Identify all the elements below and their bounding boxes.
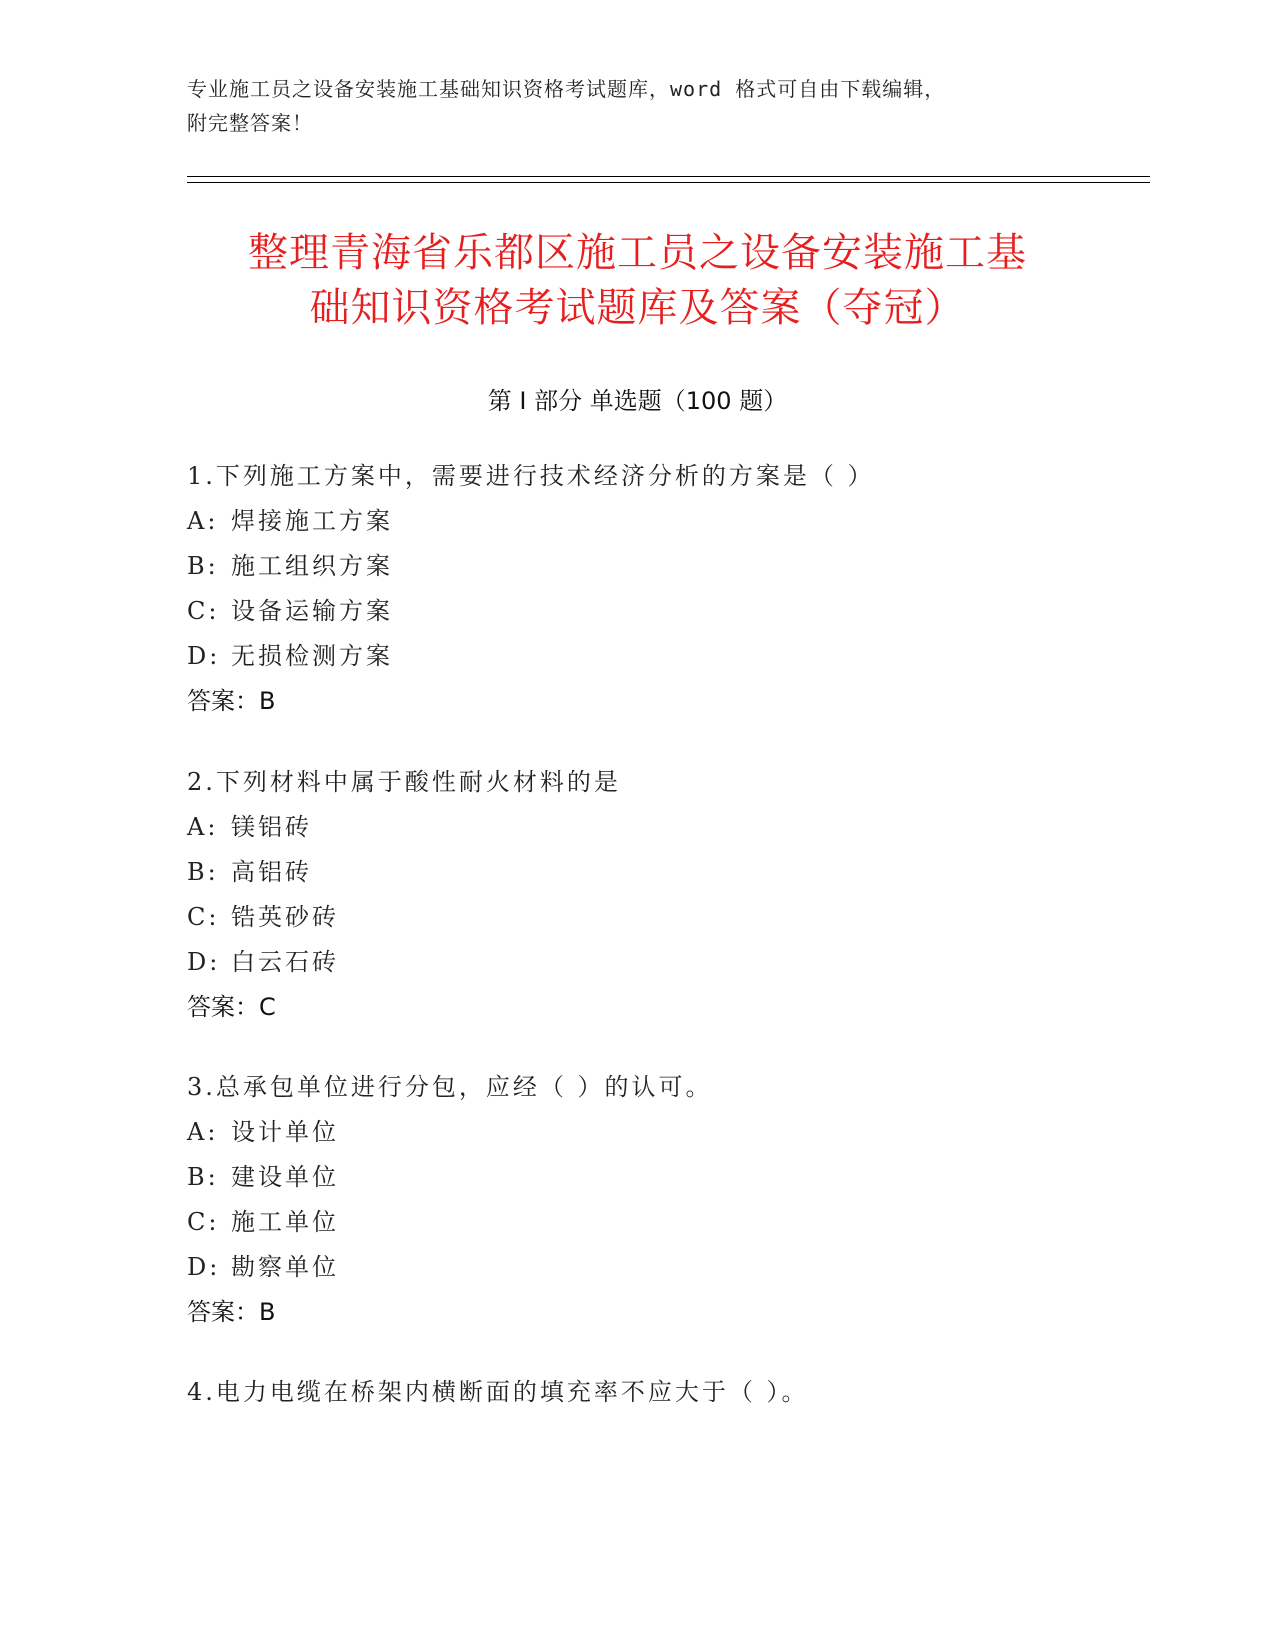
option-text: 锆英砂砖 (231, 903, 339, 931)
option-c (187, 895, 1147, 940)
option-b (187, 544, 1147, 589)
question-4 (187, 1370, 1147, 1415)
header-divider-thick (187, 176, 1150, 177)
option-letter: C: (187, 1208, 220, 1236)
header-note-line-1: 专业施工员之设备安装施工基础知识资格考试题库，word 格式可自由下载编辑， (187, 77, 946, 101)
option-d (187, 634, 1147, 679)
header-note-line-2: 附完整答案！ (187, 111, 313, 135)
option-text: 建设单位 (231, 1163, 339, 1191)
option-letter: A: (187, 507, 219, 535)
question-3 (187, 1065, 1147, 1335)
option-letter: A: (187, 1118, 219, 1146)
option-c (187, 1200, 1147, 1245)
option-text: 焊接施工方案 (231, 507, 393, 535)
question-stem: 2.下列材料中属于酸性耐火材料的是 (187, 768, 621, 796)
option-text: 施工组织方案 (231, 552, 393, 580)
option-d (187, 940, 1147, 985)
option-letter: D: (187, 642, 221, 670)
question-2 (187, 760, 1147, 1030)
option-a (187, 499, 1147, 544)
option-text: 白云石砖 (231, 948, 339, 976)
option-text: 镁铝砖 (231, 813, 312, 841)
header-divider-thin (187, 182, 1150, 183)
option-a (187, 1110, 1147, 1155)
answer-line: 答案：B (187, 1298, 276, 1326)
option-a (187, 805, 1147, 850)
option-d (187, 1245, 1147, 1290)
option-text: 设备运输方案 (231, 597, 393, 625)
option-c (187, 589, 1147, 634)
option-letter: B: (187, 1163, 219, 1191)
question-stem: 3.总承包单位进行分包，应经（ ）的认可。 (187, 1073, 713, 1101)
document-title-line-1: 整理青海省乐都区施工员之设备安装施工基 (248, 230, 1027, 276)
option-text: 无损检测方案 (231, 642, 393, 670)
option-text: 高铝砖 (231, 858, 312, 886)
option-letter: D: (187, 948, 221, 976)
option-letter: C: (187, 903, 220, 931)
option-letter: C: (187, 597, 220, 625)
option-letter: D: (187, 1253, 221, 1281)
option-text: 设计单位 (231, 1118, 339, 1146)
document-title-line-2: 础知识资格考试题库及答案（夺冠） (309, 285, 966, 331)
question-1 (187, 454, 1147, 724)
option-b (187, 1155, 1147, 1200)
answer-line: 答案：B (187, 687, 276, 715)
header-note (187, 72, 1087, 140)
option-text: 勘察单位 (231, 1253, 339, 1281)
section-heading: 第 I 部分 单选题（100 题） (487, 387, 788, 415)
question-stem: 4.电力电缆在桥架内横断面的填充率不应大于（ ）。 (187, 1378, 809, 1406)
option-b (187, 850, 1147, 895)
option-letter: B: (187, 858, 219, 886)
document-title (180, 226, 1095, 336)
answer-line: 答案：C (187, 993, 276, 1021)
question-stem: 1.下列施工方案中，需要进行技术经济分析的方案是（ ） (187, 462, 875, 490)
option-letter: B: (187, 552, 219, 580)
option-text: 施工单位 (231, 1208, 339, 1236)
option-letter: A: (187, 813, 219, 841)
